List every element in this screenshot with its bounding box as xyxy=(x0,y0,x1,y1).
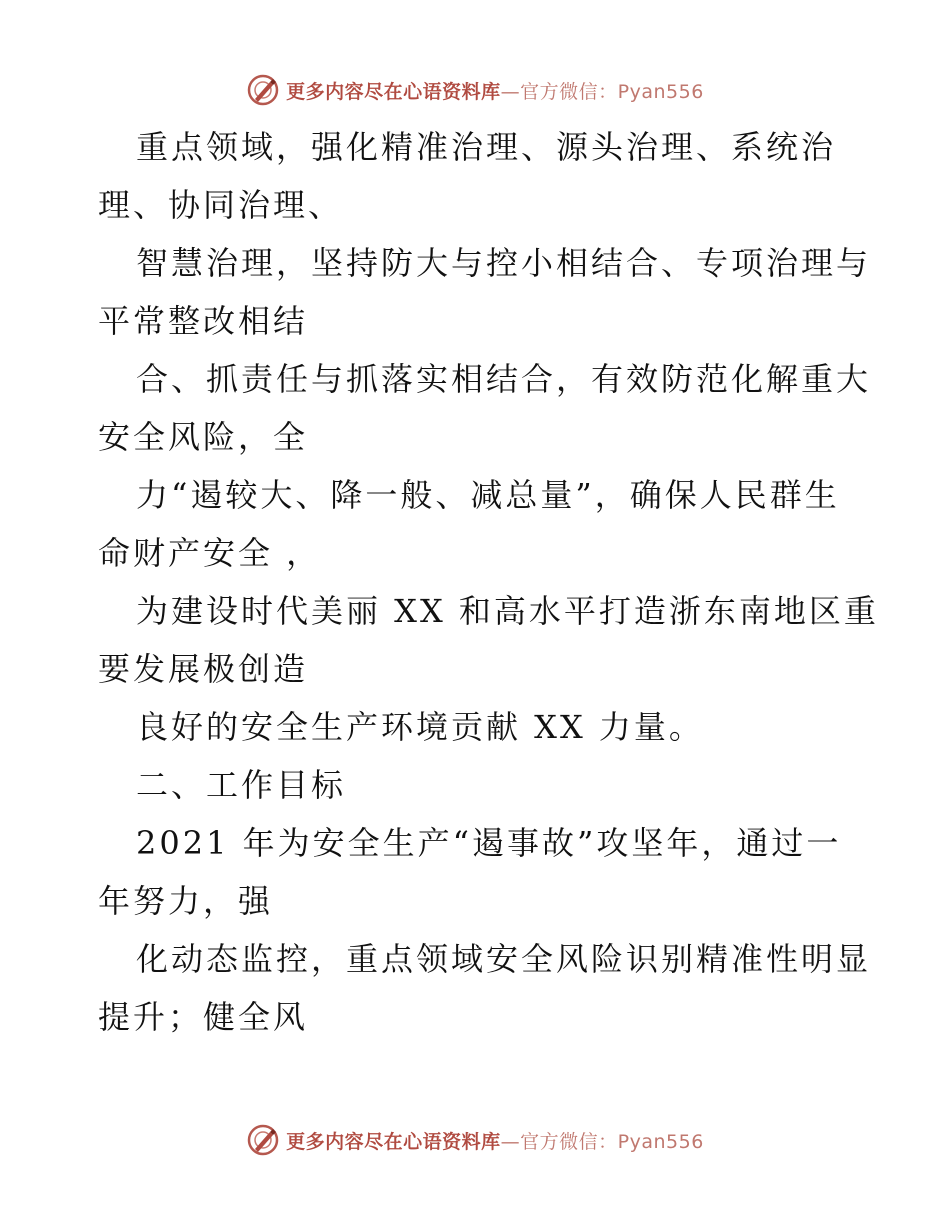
text-line: 化动态监控，重点领域安全风险识别精准性明显 xyxy=(136,940,872,978)
text-line: 智慧治理，坚持防大与控小相结合、专项治理与 xyxy=(136,244,872,282)
brand-logo-icon xyxy=(246,73,280,107)
watermark-text: 更多内容尽在心语资料库—官方微信：Pyan556 xyxy=(286,80,704,103)
brand-logo-icon xyxy=(246,1123,280,1157)
text-line: 命财产安全 ， xyxy=(98,534,322,572)
text-line: 要发展极创造 xyxy=(98,650,309,688)
text-line: 年努力，强 xyxy=(98,882,274,920)
text-line: 平常整改相结 xyxy=(98,302,309,340)
footer-watermark xyxy=(0,1120,950,1160)
text-line: 安全风险，全 xyxy=(98,418,309,456)
text-line: 力“遏较大、降一般、减总量”，确保人民群生 xyxy=(136,476,840,514)
text-line: 二、工作目标 xyxy=(136,766,347,804)
text-line: 重点领域，强化精准治理、源头治理、系统治 xyxy=(136,128,837,166)
watermark-text: 更多内容尽在心语资料库—官方微信：Pyan556 xyxy=(286,1130,704,1153)
text-line: 为建设时代美丽 XX 和高水平打造浙东南地区重 xyxy=(136,592,879,630)
text-line: 理、协同治理、 xyxy=(98,186,344,224)
text-line: 提升；健全风 xyxy=(98,998,309,1036)
text-line: 良好的安全生产环境贡献 XX 力量。 xyxy=(136,708,704,746)
header-watermark xyxy=(0,70,950,110)
text-line: 合、抓责任与抓落实相结合，有效防范化解重大 xyxy=(136,360,872,398)
text-line: 2021 年为安全生产“遏事故”攻坚年，通过一 xyxy=(136,824,842,862)
